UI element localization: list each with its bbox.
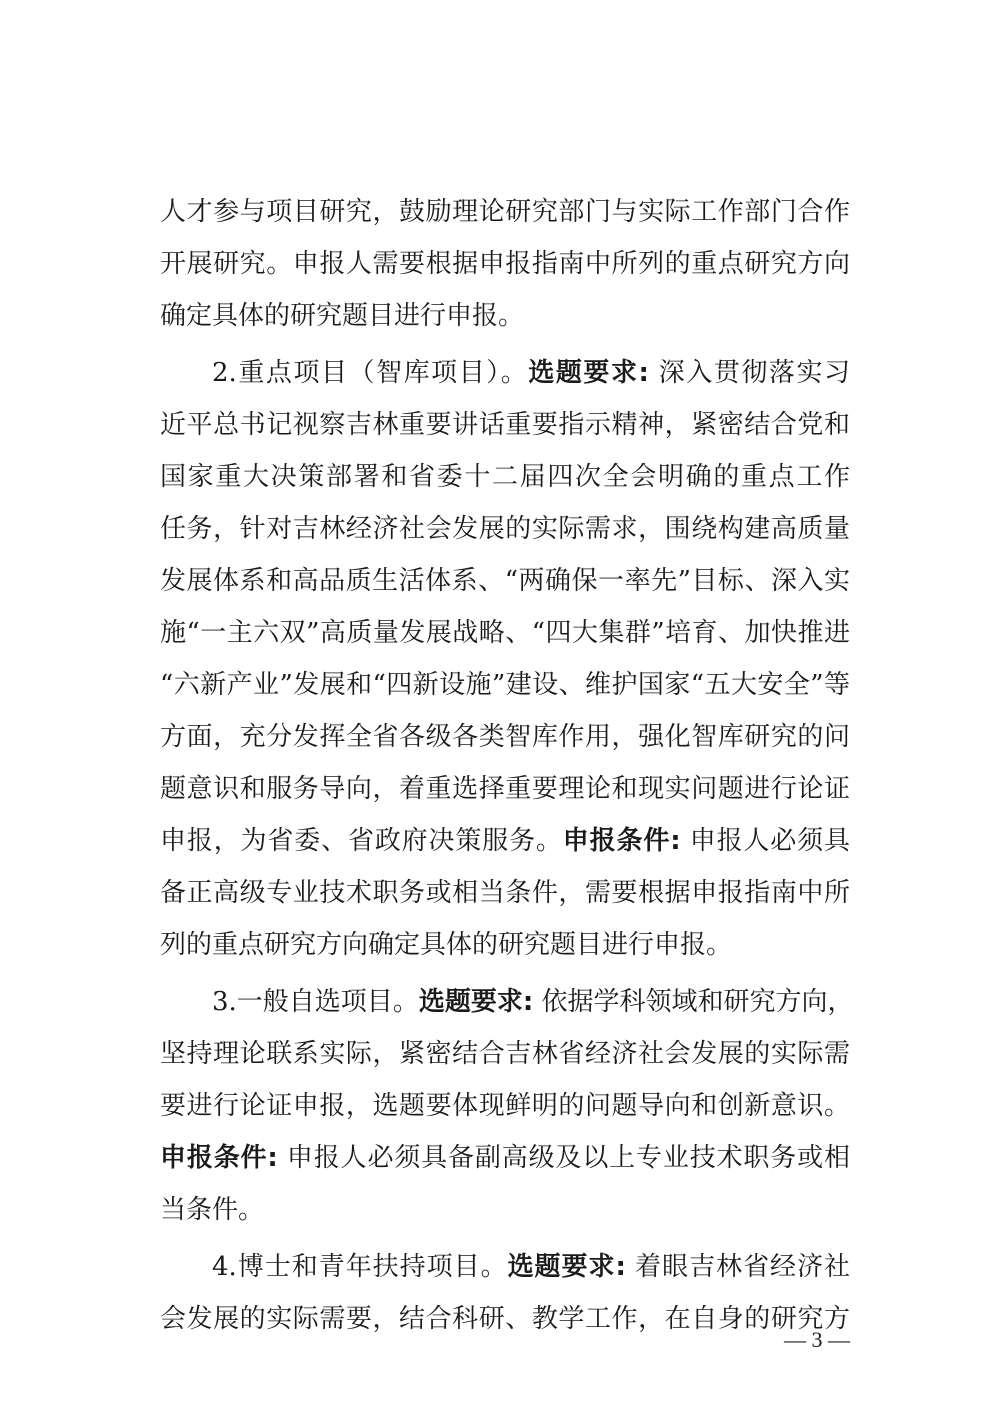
text-line: 开展研究。申报人需要根据申报指南中所列的重点研究方向 (160, 249, 850, 279)
text-line: 方面，充分发挥全省各级各类智库作用，强化智库研究的问 (160, 722, 850, 752)
item-heading: 2.重点项目（智库项目）。 (212, 358, 529, 388)
text-line (160, 815, 850, 867)
text-line: 国家重大决策部署和省委十二届四次全会明确的重点工作 (160, 462, 850, 492)
text-line (160, 1132, 850, 1184)
text-line: 任务，针对吉林经济社会发展的实际需求，围绕构建高质量 (160, 514, 850, 544)
bold-label: 申报条件: (562, 826, 681, 856)
page-number: — 3 — (784, 1327, 850, 1352)
text-line: 坚持理论联系实际，紧密结合吉林省经济社会发展的实际需 (160, 1039, 850, 1069)
text-line (212, 976, 854, 1028)
text-run: 申报人必须具 (680, 826, 850, 856)
text-line: 备正高级专业技术职务或相当条件，需要根据申报指南中所 (160, 878, 850, 908)
text-run: 深入贯彻落实习 (648, 358, 850, 388)
text-line: 当条件。 (160, 1195, 265, 1225)
text-line: 人才参与项目研究，鼓励理论研究部门与实际工作部门合作 (160, 197, 850, 227)
text-line: 发展体系和高品质生活体系、“两确保一率先”目标、深入实 (160, 566, 850, 596)
text-line: 施“一主六双”高质量发展战略、“四大集群”培育、加快推进 (160, 618, 850, 648)
text-run: 申报人必须具备副高级及以上专业技术职务或相 (277, 1143, 850, 1173)
text-line (212, 347, 850, 399)
bold-label: 选题要求: (507, 1252, 626, 1282)
bold-label: 选题要求: (528, 358, 649, 388)
text-run: 着眼吉林省经济社 (625, 1252, 851, 1282)
bold-label: 申报条件: (160, 1143, 278, 1173)
text-line: 确定具体的研究题目进行申报。 (160, 301, 525, 331)
text-line (212, 1241, 850, 1293)
item-heading: 3.一般自选项目。 (212, 987, 419, 1017)
text-line: 要进行论证申报，选题要体现鲜明的问题导向和创新意识。 (160, 1091, 850, 1121)
bold-label: 选题要求: (418, 987, 534, 1017)
text-line: “六新产业”发展和“四新设施”建设、维护国家“五大安全”等 (160, 670, 850, 700)
item-heading: 4.博士和青年扶持项目。 (212, 1252, 508, 1282)
text-line: 列的重点研究方向确定具体的研究题目进行申报。 (160, 930, 733, 960)
text-run: 依据学科领域和研究方向， (533, 987, 854, 1017)
text-run: 申报，为省委、省政府决策服务。 (160, 826, 563, 856)
text-line: 近平总书记视察吉林重要讲话重要指示精神，紧密结合党和 (160, 410, 850, 440)
text-line: 会发展的实际需要，结合科研、教学工作，在自身的研究方 (160, 1304, 850, 1334)
text-line: 题意识和服务导向，着重选择重要理论和现实问题进行论证 (160, 774, 850, 804)
